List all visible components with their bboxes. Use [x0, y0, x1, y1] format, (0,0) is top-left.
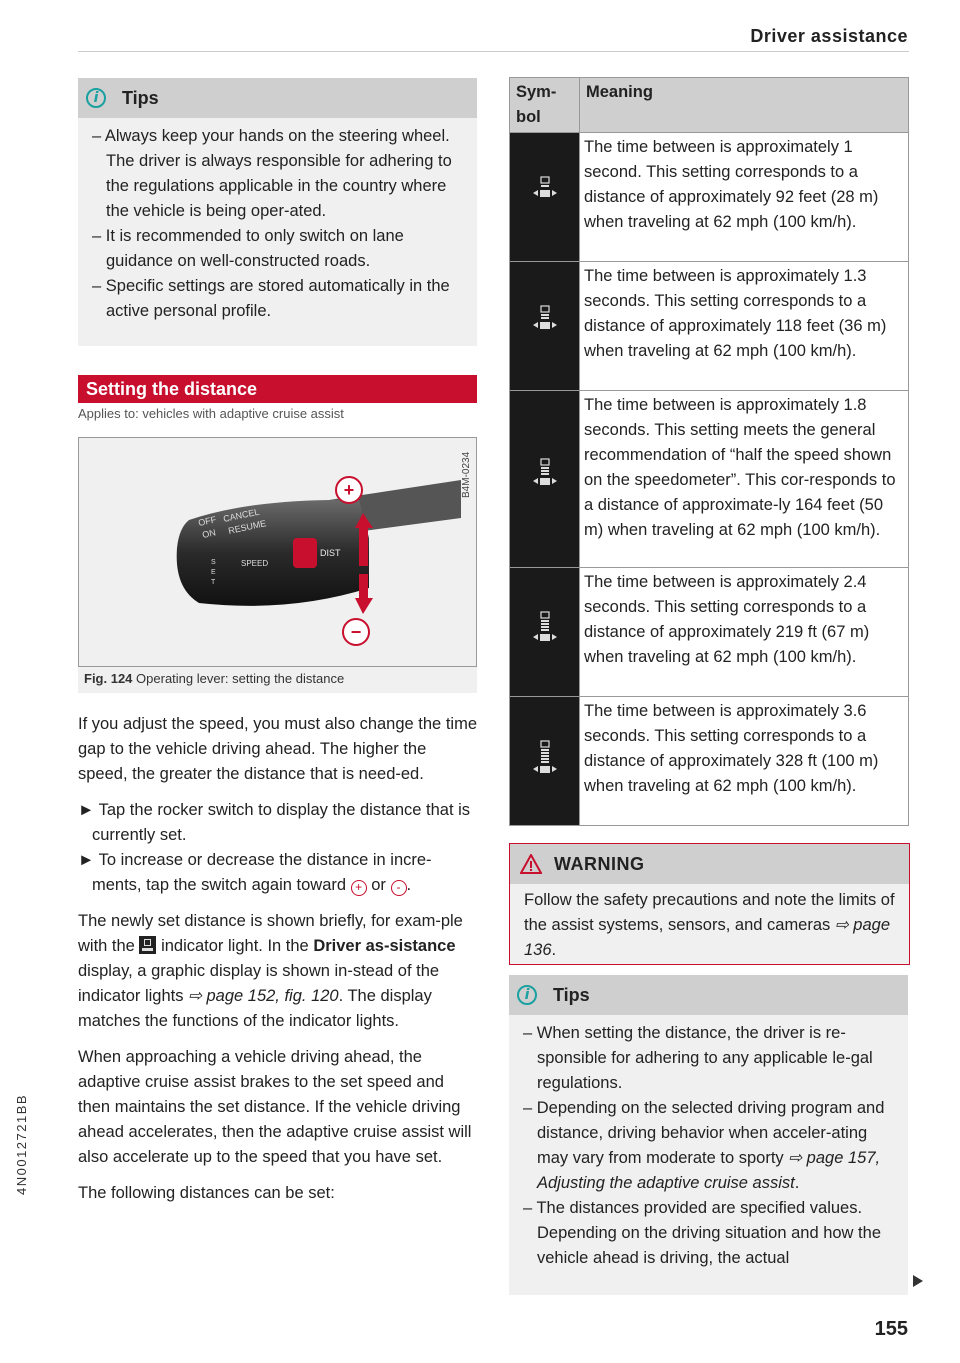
tips-item: – When setting the distance, the driver is re-sponsible for adhering to any applicable le-gal regulations.: [523, 1024, 873, 1092]
minus-label: −: [350, 622, 362, 642]
figure-caption: [84, 671, 344, 686]
tips-item: – It is recommended to only switch on lane guidance on well-constructed roads.: [92, 227, 404, 270]
lever-label-e: E: [211, 569, 216, 576]
distance-bar: [541, 752, 549, 754]
distance-settings-table: [509, 77, 909, 826]
lever-label-t: T: [211, 579, 216, 586]
figure-caption-text: Operating lever: setting the distance: [136, 671, 345, 686]
step-text: ► To increase or decrease the distance in incre-ments, tap the switch again toward: [78, 851, 432, 894]
para-text: indicator light. In the: [161, 937, 309, 955]
distance-bar: [541, 620, 549, 622]
paragraph: [78, 909, 480, 1034]
distance-bar: [541, 629, 549, 631]
warning-header: [510, 844, 909, 884]
minus-button-icon: -: [391, 880, 407, 896]
warning-box: [509, 843, 910, 965]
lever-label-dist: DIST: [320, 548, 341, 558]
distance-bar: [541, 761, 549, 763]
table-row: [510, 133, 909, 262]
figure-number: Fig. 124: [84, 671, 133, 686]
column-header-symbol: Sym-bol: [510, 78, 580, 133]
distance-bar: [541, 749, 549, 751]
table-header-row: [510, 78, 909, 133]
para-text: The newly set distance is shown briefly, for exam-ple with the: [78, 912, 463, 955]
tips-item-end: .: [794, 1174, 800, 1192]
warning-triangle-icon: [520, 854, 542, 874]
continue-arrow-icon: [913, 1275, 923, 1287]
table-row: [510, 568, 909, 697]
distance-symbol-cell: [510, 391, 580, 568]
warning-end: .: [551, 941, 557, 959]
distance-indicator-icon: [530, 175, 560, 211]
tips-header: [78, 78, 477, 118]
lever-label-s: S: [211, 559, 216, 566]
page-reference-link[interactable]: ⇨ page 157, Adjusting the adaptive cruise assist: [537, 1149, 881, 1192]
tips-box: [78, 78, 477, 346]
tips-item: – Always keep your hands on the steering wheel. The driver is always responsible for adhering to the regulations applicable in the country where the vehicle is being oper-ated.: [92, 127, 452, 220]
tips-item: [523, 1096, 890, 1196]
distance-bar: [541, 626, 549, 628]
warning-text: [510, 884, 909, 971]
column-header-meaning: Meaning: [580, 78, 909, 133]
figure-frame: [78, 437, 477, 667]
tips-header: [509, 975, 908, 1015]
distance-indicator-icon: [139, 936, 156, 954]
distance-bar: [541, 758, 549, 760]
distance-bar: [541, 623, 549, 625]
tips-title: Tips: [553, 984, 590, 1005]
driver-assistance-term: Driver as-sistance: [313, 937, 456, 955]
applies-to-note: Applies to: vehicles with adaptive cruise assist: [78, 406, 344, 421]
tips-title: Tips: [122, 87, 159, 108]
dist-rocker-switch: [293, 538, 317, 568]
header-rule: [78, 51, 909, 52]
para-text: display, a graphic display is shown in-stead of the indicator lights: [78, 962, 440, 1005]
warning-title: WARNING: [554, 853, 645, 874]
paragraph: The following distances can be set:: [78, 1184, 335, 1202]
lever-label-speed: SPEED: [241, 559, 269, 568]
warning-body-text: Follow the safety precautions and note the limits of the assist systems, sensors, and cameras: [524, 891, 895, 934]
body-text: [78, 712, 480, 1206]
distance-indicator-icon: [530, 610, 560, 646]
lever-label-on: ON: [201, 527, 217, 540]
page-reference-link[interactable]: ⇨ page 136: [524, 916, 890, 959]
info-icon: i: [86, 88, 106, 108]
paragraph: When approaching a vehicle driving ahead, the adaptive cruise assist brakes to the set speed and then maintains the set distance. If the vehicle driving ahead accelerates, then the adaptive cruise assist will also accelerate up to the speed that you have set.: [78, 1048, 472, 1166]
page-number: 155: [874, 1318, 908, 1340]
distance-bar: [541, 185, 549, 187]
plus-label: +: [343, 480, 355, 500]
distance-bar: [541, 317, 549, 319]
paragraph: If you adjust the speed, you must also change the time gap to the vehicle driving ahead. The higher the speed, the greater the distance that is need-ed.: [78, 715, 477, 783]
distance-bar: [541, 467, 549, 469]
distance-indicator-icon: [530, 457, 560, 493]
tips-box: [509, 975, 908, 1295]
table-row: [510, 391, 909, 568]
operating-lever-illustration: [79, 438, 476, 666]
figure-code: B4M-0234: [461, 451, 472, 498]
page-header-title: Driver assistance: [750, 26, 908, 46]
distance-meaning-cell: The time between is approximately 2.4 seconds. This setting corresponds to a distance of approximately 219 ft (67 m) when traveling at 62 mph (100 km/h).: [580, 568, 909, 697]
distance-indicator-icon: [530, 739, 560, 775]
tips-item-text: – Depending on the selected driving program and distance, driving behavior when acceler-ating may vary from moderate to sporty: [523, 1099, 885, 1167]
info-icon: i: [517, 985, 537, 1005]
instruction-step: ► Tap the rocker switch to display the distance that is currently set.: [78, 801, 471, 844]
distance-meaning-cell: The time between is approximately 1 second. This setting corresponds to a distance of approximately 92 feet (28 m) when traveling at 62 mph (100 km/h).: [580, 133, 909, 262]
distance-symbol-cell: [510, 568, 580, 697]
tips-list: [78, 118, 477, 328]
step-end: .: [406, 876, 412, 894]
figure-panel: [78, 437, 477, 693]
distance-bar: [541, 314, 549, 316]
distance-bar: [541, 470, 549, 472]
page-reference-link[interactable]: ⇨ page 152, fig. 120: [188, 987, 339, 1005]
distance-bar: [541, 473, 549, 475]
tips-list: [509, 1015, 908, 1275]
tips-item: – Specific settings are stored automatically in the active personal profile.: [92, 277, 450, 320]
document-code: 4N0012721BB: [14, 1093, 29, 1195]
lever-label-off: OFF: [197, 514, 218, 528]
section-heading: Setting the distance: [78, 375, 477, 403]
distance-meaning-cell: The time between is approximately 1.3 seconds. This setting corresponds to a distance of approximately 118 feet (36 m) when traveling at 62 mph (100 km/h).: [580, 262, 909, 391]
table-row: [510, 262, 909, 391]
lever-label-cancel: CANCEL: [222, 506, 261, 524]
lever-label-resume: RESUME: [227, 518, 268, 536]
para-text: . The display matches the functions of the indicator lights.: [78, 987, 432, 1030]
distance-symbol-cell: [510, 697, 580, 826]
distance-symbol-cell: [510, 133, 580, 262]
distance-indicator-icon: [530, 304, 560, 340]
distance-table-wrapper: [509, 77, 909, 826]
distance-meaning-cell: The time between is approximately 3.6 seconds. This setting corresponds to a distance of approximately 328 ft (100 m) when traveling at 62 mph (100 km/h).: [580, 697, 909, 826]
distance-meaning-cell: The time between is approximately 1.8 seconds. This setting meets the general recommendation of “half the speed shown on the speedometer”. This cor-responds to a distance of approximate-ly 164 feet (50 m) when traveling at 62 mph (100 km/h).: [580, 391, 909, 568]
step-or: or: [371, 876, 386, 894]
distance-bar: [541, 755, 549, 757]
plus-button-icon: +: [351, 880, 367, 896]
table-row: [510, 697, 909, 826]
instruction-step: [78, 848, 480, 898]
tips-item: – The distances provided are specified values. Depending on the driving situation and how the vehicle ahead is driving, the actual: [523, 1199, 881, 1267]
distance-symbol-cell: [510, 262, 580, 391]
